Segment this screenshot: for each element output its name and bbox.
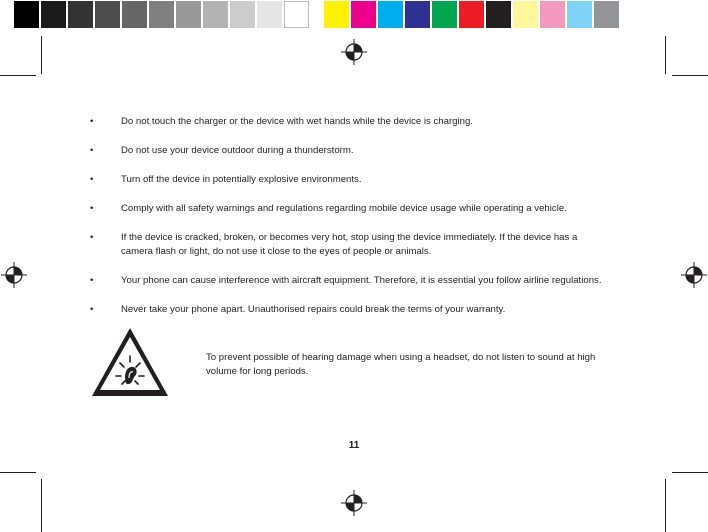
safety-bullet-text: Do not touch the charger or the device with wet hands while the device is charging. bbox=[121, 116, 473, 127]
registration-mark-top-icon bbox=[341, 39, 367, 65]
gray-swatch bbox=[41, 1, 66, 28]
color-swatch bbox=[378, 1, 403, 28]
safety-bullet-item bbox=[90, 274, 650, 288]
gray-swatch bbox=[149, 1, 174, 28]
crop-mark-top-left-h bbox=[0, 75, 36, 76]
color-calibration-bar bbox=[14, 1, 619, 29]
safety-bullet-text: If the device is cracked, broken, or becomes very hot, stop using the device immediately. If the device has a camera flash or light, do not use it close to the eyes of people or animals. bbox=[121, 232, 578, 257]
bullet-symbol: • bbox=[90, 174, 94, 185]
crop-mark-bottom-left-v bbox=[41, 479, 42, 532]
crop-mark-bottom-right-h bbox=[672, 472, 708, 473]
gray-swatch bbox=[284, 1, 309, 28]
bullet-symbol: • bbox=[90, 275, 94, 286]
gray-swatch bbox=[95, 1, 120, 28]
registration-mark-right-icon bbox=[681, 262, 707, 288]
bullet-symbol: • bbox=[90, 145, 94, 156]
page-number: 11 bbox=[348, 440, 360, 451]
color-swatch bbox=[351, 1, 376, 28]
registration-mark-bottom-icon bbox=[341, 490, 367, 516]
color-swatch bbox=[405, 1, 430, 28]
safety-bullet-item bbox=[90, 144, 650, 158]
crop-mark-top-left-v bbox=[41, 36, 42, 74]
color-swatch bbox=[513, 1, 538, 28]
gray-swatch bbox=[68, 1, 93, 28]
gray-swatch bbox=[122, 1, 147, 28]
safety-bullet-item bbox=[90, 202, 650, 216]
color-swatch bbox=[486, 1, 511, 28]
safety-bullet-text: Your phone can cause interference with aircraft equipment. Therefore, it is essential you follow airline regulations. bbox=[121, 275, 602, 286]
color-swatch bbox=[324, 1, 349, 28]
color-swatch bbox=[432, 1, 457, 28]
safety-bullet-text: Never take your phone apart. Unauthorised repairs could break the terms of your warranty. bbox=[121, 304, 506, 315]
safety-bullet-item bbox=[90, 303, 650, 317]
color-swatch bbox=[540, 1, 565, 28]
safety-bullet-item bbox=[90, 115, 650, 129]
gray-swatch bbox=[257, 1, 282, 28]
safety-bullet-list bbox=[90, 115, 650, 332]
color-swatch bbox=[459, 1, 484, 28]
crop-mark-top-right-h bbox=[672, 75, 708, 76]
color-swatch bbox=[567, 1, 592, 28]
safety-bullet-text: Comply with all safety warnings and regulations regarding mobile device usage while operating a vehicle. bbox=[121, 203, 567, 214]
safety-bullet-text: Do not use your device outdoor during a thunderstorm. bbox=[121, 145, 354, 156]
registration-mark-left-icon bbox=[1, 262, 27, 288]
bullet-symbol: • bbox=[90, 304, 94, 315]
gray-swatch bbox=[14, 1, 39, 28]
crop-mark-bottom-right-v bbox=[665, 479, 666, 532]
safety-bullet-item bbox=[90, 231, 650, 259]
color-swatch bbox=[594, 1, 619, 28]
hearing-damage-warning-icon bbox=[90, 326, 170, 403]
swatch-gap bbox=[311, 1, 322, 29]
hearing-warning-text: To prevent possible of hearing damage when using a headset, do not listen to sound at high volume for long periods. bbox=[206, 352, 596, 377]
safety-bullet-text: Turn off the device in potentially explosive environments. bbox=[121, 174, 362, 185]
crop-mark-bottom-left-h bbox=[0, 472, 36, 473]
gray-swatch bbox=[203, 1, 228, 28]
bullet-symbol: • bbox=[90, 116, 94, 127]
bullet-symbol: • bbox=[90, 203, 94, 214]
bullet-symbol: • bbox=[90, 232, 94, 243]
gray-swatch bbox=[230, 1, 255, 28]
crop-mark-top-right-v bbox=[665, 36, 666, 74]
safety-bullet-item bbox=[90, 173, 650, 187]
gray-swatch bbox=[176, 1, 201, 28]
